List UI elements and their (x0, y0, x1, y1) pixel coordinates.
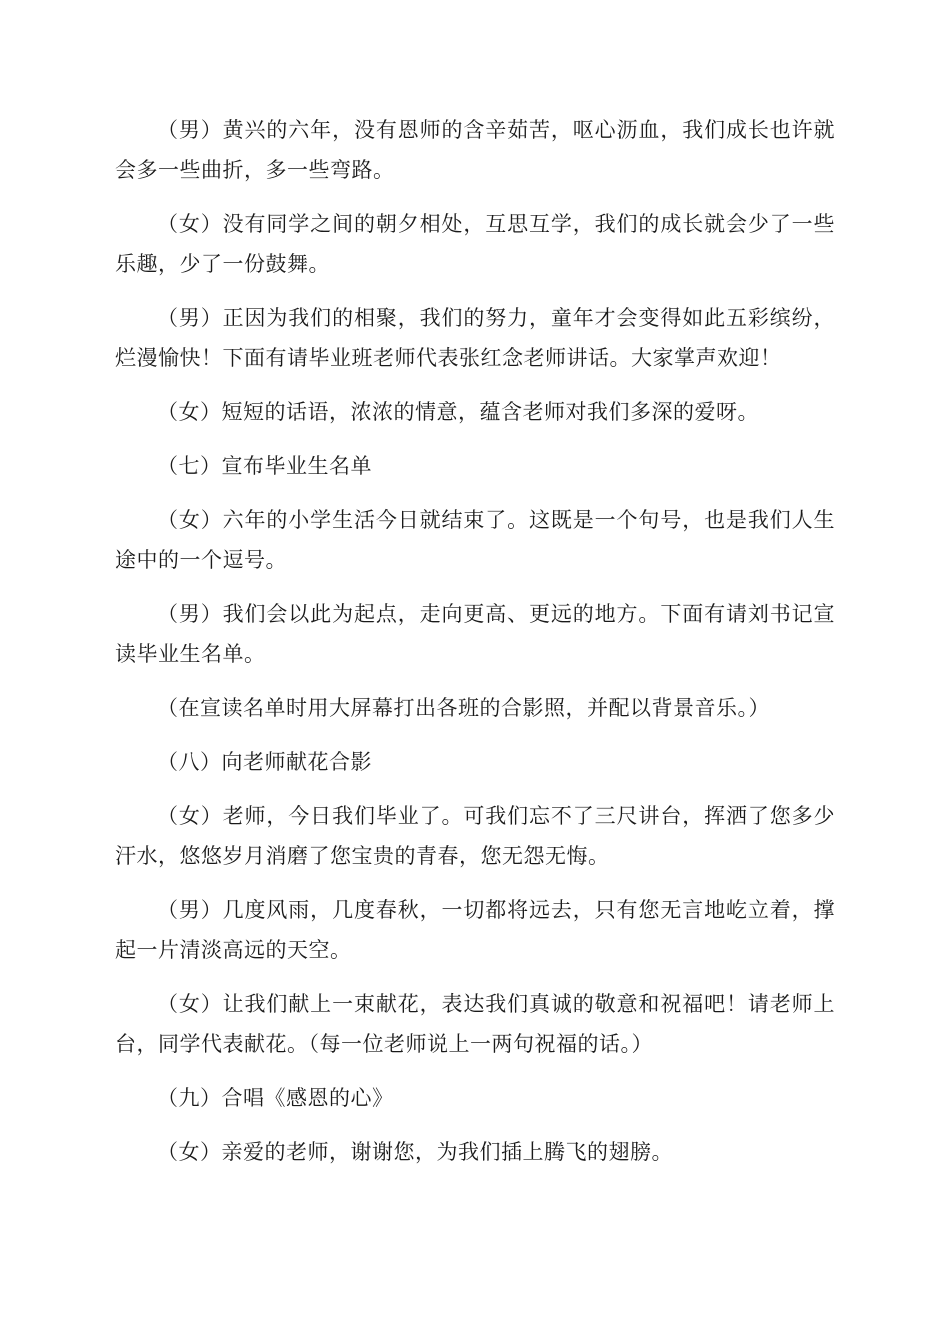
paragraph: （女）老师，今日我们毕业了。可我们忘不了三尺讲台，挥洒了您多少汗水，悠悠岁月消磨了您宝贵的青春，您无怨无悔。 (115, 804, 835, 868)
paragraph: （男）黄兴的六年，没有恩师的含辛茹苦，呕心沥血，我们成长也许就会多一些曲折，多一些弯路。 (115, 118, 835, 182)
paragraph: （女）六年的小学生活今日就结束了。这既是一个句号，也是我们人生途中的一个逗号。 (115, 508, 835, 572)
paragraph: （男）正因为我们的相聚，我们的努力，童年才会变得如此五彩缤纷，烂漫愉快！下面有请毕业班老师代表张红念老师讲话。大家掌声欢迎！ (115, 306, 835, 370)
section-heading: （九）合唱《感恩的心》 (157, 1086, 394, 1110)
paragraph: （女）没有同学之间的朝夕相处，互思互学，我们的成长就会少了一些乐趣，少了一份鼓舞。 (115, 212, 835, 276)
stage-direction: （在宣读名单时用大屏幕打出各班的合影照，并配以背景音乐。） (157, 696, 770, 720)
paragraph: （女）让我们献上一束献花，表达我们真诚的敬意和祝福吧！请老师上台，同学代表献花。（每一位老师说上一两句祝福的话。） (115, 992, 835, 1056)
document-body (115, 110, 835, 1186)
section-heading: （七）宣布毕业生名单 (157, 454, 372, 478)
paragraph: （男）几度风雨，几度春秋，一切都将远去，只有您无言地屹立着，撑起一片清淡高远的天空。 (115, 898, 835, 962)
section-heading: （八）向老师献花合影 (157, 750, 372, 774)
paragraph: （女）短短的话语，浓浓的情意，蕴含老师对我们多深的爱呀。 (157, 400, 759, 424)
paragraph: （男）我们会以此为起点，走向更高、更远的地方。下面有请刘书记宣读毕业生名单。 (115, 602, 835, 666)
paragraph: （女）亲爱的老师，谢谢您，为我们插上腾飞的翅膀。 (157, 1140, 673, 1164)
